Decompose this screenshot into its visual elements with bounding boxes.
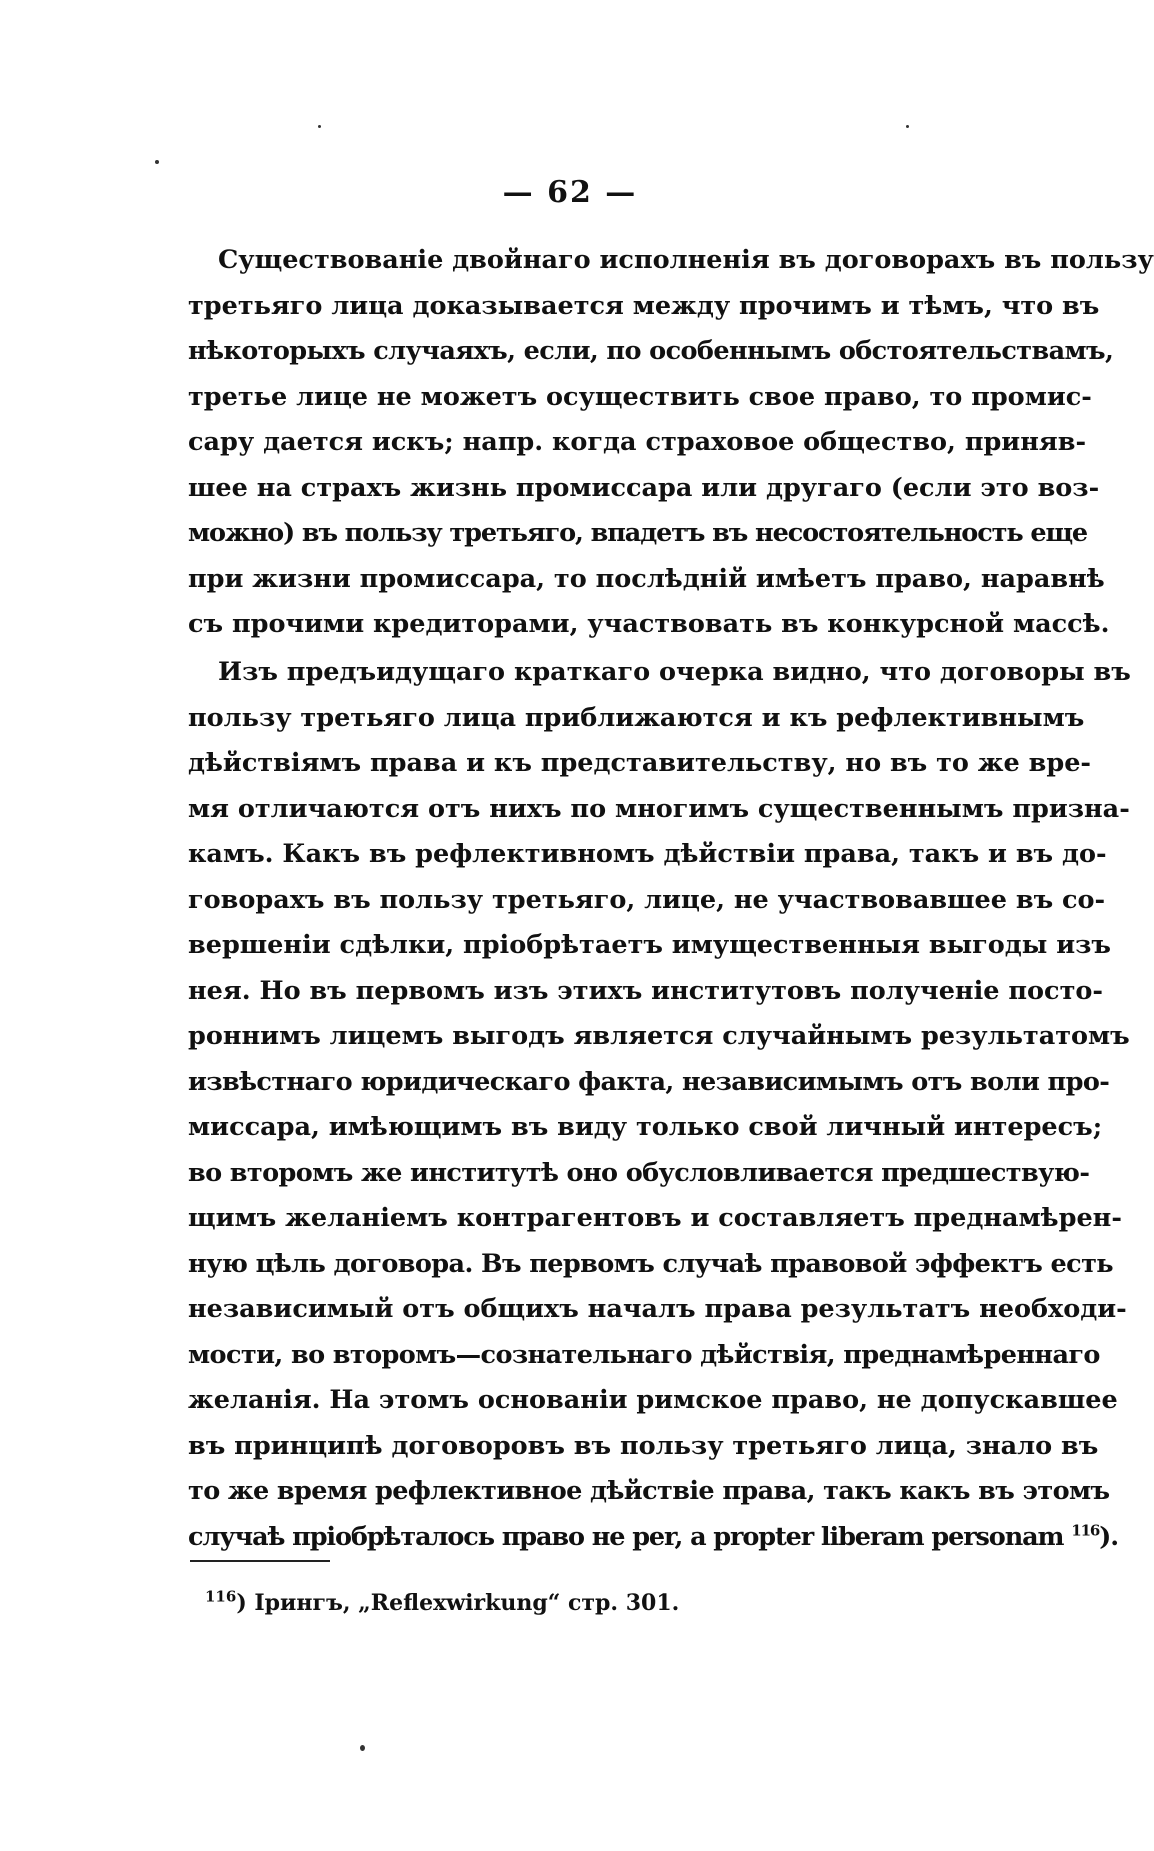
- text-line: извѣстнаго юридическаго факта, независимымъ отъ воли про-: [188, 1066, 1110, 1097]
- text-line: съ прочими кредиторами, участвовать въ конкурсной массѣ.: [188, 609, 1110, 639]
- text-line: миссара, имѣющимъ въ виду только свой личный интересъ;: [188, 1112, 1103, 1142]
- text-line: желанія. На этомъ основаніи римское право, не допускавшее: [188, 1385, 1118, 1415]
- text-line-final: [188, 1515, 1118, 1561]
- text-line: сару дается искъ; напр. когда страховое общество, приняв-: [188, 427, 1087, 457]
- print-speck: [155, 160, 159, 164]
- print-speck: [360, 1745, 365, 1751]
- text-line: Существованіе двойнаго исполненія въ договорахъ въ пользу: [218, 245, 1154, 275]
- text-line: шее на страхъ жизнь промиссара или другаго (если это воз-: [188, 472, 1100, 503]
- text-line: пользу третьяго лица приближаются и къ рефлективнымъ: [188, 702, 1085, 733]
- text-line: вершеніи сдѣлки, пріобрѣтаетъ имущественныя выгоды изъ: [188, 930, 1111, 960]
- text-line: камъ. Какъ въ рефлективномъ дѣйствіи права, такъ и въ до-: [188, 839, 1107, 869]
- text-line: Изъ предъидущаго краткаго очерка видно, что договоры въ: [218, 657, 1131, 687]
- text-line: независимый отъ общихъ началъ права результатъ необходи-: [188, 1294, 1127, 1324]
- text-line: третье лице не можетъ осуществить свое право, то промис-: [188, 381, 1092, 412]
- paragraph-1: [188, 238, 1154, 648]
- footnote-reference: 116: [1071, 1521, 1100, 1539]
- text-line: щимъ желаніемъ контрагентовъ и составляетъ преднамѣрен-: [188, 1203, 1122, 1233]
- text-line: при жизни промиссара, то послѣдній имѣетъ право, наравнѣ: [188, 563, 1105, 594]
- footnote-separator: [190, 1560, 330, 1562]
- text-line: можно) въ пользу третьяго, впадетъ въ несостоятельность еще: [188, 518, 1088, 548]
- text-line: мя отличаются отъ нихъ по многимъ существеннымъ призна-: [188, 793, 1130, 824]
- text-line: третьяго лица доказывается между прочимъ и тѣмъ, что въ: [188, 290, 1100, 321]
- page-number: — 62 —: [502, 175, 638, 210]
- footnote-number: 116: [205, 1587, 237, 1606]
- text-line-final-tail: ).: [1099, 1521, 1118, 1552]
- text-line: нѣкоторыхъ случаяхъ, если, по особеннымъ обстоятельствамъ,: [188, 336, 1114, 366]
- text-line: то же время рефлективное дѣйствіе права, такъ какъ въ этомъ: [188, 1476, 1110, 1506]
- text-line: дѣйствіямъ права и къ представительству, но въ то же вре-: [188, 748, 1092, 778]
- text-line: мости, во второмъ—сознательнаго дѣйствія, преднамѣреннаго: [188, 1339, 1100, 1370]
- footnote: [205, 1587, 680, 1616]
- text-line-final-body: случаѣ пріобрѣталось право не per, a propter liberam personam: [188, 1521, 1064, 1552]
- paragraph-2: [188, 650, 1131, 1560]
- text-line: во второмъ же институтѣ оно обусловливается предшествую-: [188, 1157, 1090, 1188]
- text-line: говорахъ въ пользу третьяго, лице, не участвовавшее въ со-: [188, 884, 1106, 915]
- print-speck: [906, 125, 909, 128]
- text-line: нея. Но въ первомъ изъ этихъ институтовъ полученіе посто-: [188, 975, 1103, 1006]
- print-speck: [318, 125, 321, 128]
- text-line: роннимъ лицемъ выгодъ является случайнымъ результатомъ: [188, 1021, 1130, 1051]
- footnote-text: ) Ірингъ, „Reflexwirkung“ стр. 301.: [236, 1590, 680, 1616]
- text-line: ную цѣль договора. Въ первомъ случаѣ правовой эффектъ есть: [188, 1248, 1113, 1279]
- text-line: въ принципѣ договоровъ въ пользу третьяго лица, знало въ: [188, 1430, 1099, 1461]
